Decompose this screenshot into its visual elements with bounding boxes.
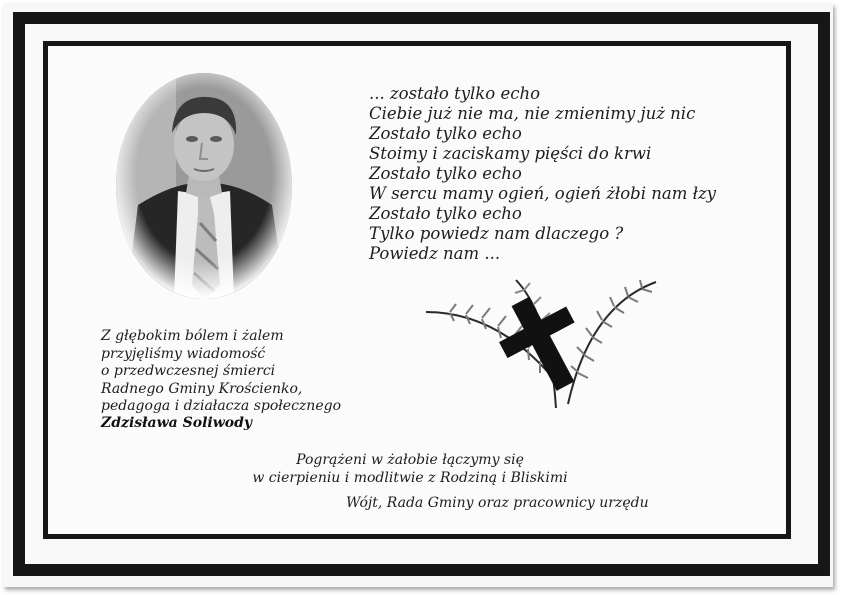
notice-line: pedagoga i działacza społecznego [101,398,342,414]
condolence-line: w cierpieniu i modlitwie z Rodziną i Bliskimi [252,470,568,486]
notice-line: Radnego Gminy Krościenko, [101,380,303,397]
poem-line: Ciebie już nie ma, nie zmienimy już nic [369,104,696,123]
condolence-message [240,451,580,487]
poem-line: Stoimy i zaciskamy pięści do krwi [369,144,652,163]
poem [369,84,716,264]
signature: Wójt, Rada Gminy oraz pracownicy urzędu [346,495,649,511]
poem-line: Tylko powiedz nam dlaczego ? [369,224,624,243]
cross-with-fern-icon [420,276,665,415]
obituary-notice [101,328,341,416]
poem-line: Zostało tylko echo [369,124,522,143]
notice-line: Z głębokim bólem i żalem [101,328,284,344]
notice-line: o przedwczesnej śmierci [101,363,276,379]
poem-line: Zostało tylko echo [369,164,522,183]
poem-line: W sercu mamy ogień, ogień żłobi nam łzy [369,184,716,203]
deceased-name: Zdzisława Soliwody [101,415,253,431]
poem-line: ... zostało tylko echo [369,84,541,103]
condolence-line: Pogrążeni w żałobie łączymy się [296,452,524,468]
portrait-photo [116,73,292,299]
notice-line: przyjęliśmy wiadomość [101,345,266,362]
poem-line: Zostało tylko echo [369,204,522,223]
poem-line: Powiedz nam ... [369,244,501,263]
